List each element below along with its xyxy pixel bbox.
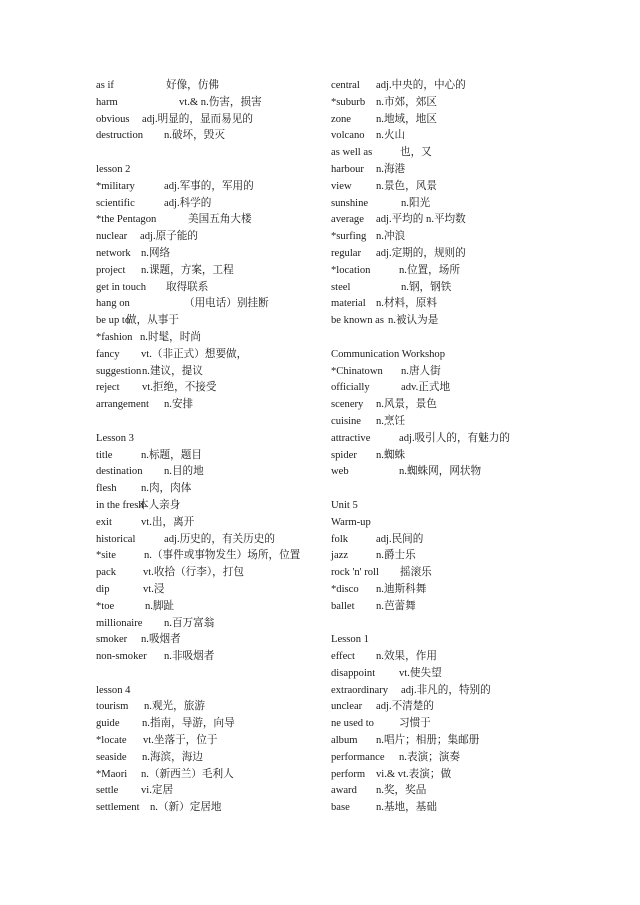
vocab-definition: n.海港: [376, 163, 406, 175]
vocab-entry: [331, 414, 581, 431]
vocab-definition: vi.定居: [141, 785, 174, 797]
vocab-definition: 摇滚乐: [400, 567, 432, 579]
vocab-definition: n.基地，基础: [376, 802, 437, 814]
blank-line: [96, 666, 326, 683]
vocab-definition: n.（事件或事物发生）场所，位置: [144, 550, 301, 562]
vocab-definition: adj.科学的: [164, 197, 212, 209]
vocab-entry: [96, 78, 326, 95]
section-heading: [96, 431, 326, 448]
vocab-definition: n.地域，地区: [376, 113, 437, 125]
vocab-entry: [96, 616, 326, 633]
vocab-entry: [96, 128, 326, 145]
vocab-entry: [96, 464, 326, 481]
vocab-entry: [96, 179, 326, 196]
vocab-word: title: [96, 449, 113, 461]
vocab-entry: [96, 112, 326, 129]
vocab-entry: [96, 330, 326, 347]
vocab-word: web: [331, 466, 349, 478]
vocab-word: Warm-up: [331, 516, 371, 528]
vocab-word: in the fresh: [96, 499, 144, 511]
vocab-entry: [331, 128, 581, 145]
section-heading: [331, 347, 581, 364]
vocab-word: Lesson 3: [96, 432, 134, 444]
vocab-definition: （用电话）别挂断: [184, 298, 269, 310]
vocab-entry: [96, 783, 326, 800]
vocab-entry: [96, 448, 326, 465]
vocab-definition: n.破坏，毁灭: [164, 130, 225, 142]
vocab-entry: [96, 532, 326, 549]
vocab-definition: n.安排: [164, 399, 194, 411]
vocab-definition: n.目的地: [164, 466, 204, 478]
vocab-entry: [331, 683, 581, 700]
vocab-entry: [331, 179, 581, 196]
vocab-entry: [96, 229, 326, 246]
vocab-word: rock 'n' roll: [331, 567, 379, 579]
vocab-definition: n.风景，景色: [376, 399, 437, 411]
vocab-word: folk: [331, 533, 349, 545]
vocab-definition: n.课题，方案，工程: [141, 264, 234, 276]
vocab-entry: [331, 112, 581, 129]
vocab-definition: n.吸烟者: [141, 634, 181, 646]
vocab-word: volcano: [331, 130, 365, 142]
vocab-entry: [96, 800, 326, 817]
vocab-entry: [331, 565, 581, 582]
vocab-word: *military: [96, 180, 135, 192]
vocab-word: fancy: [96, 348, 120, 360]
vocab-definition: n.唱片；相册；集邮册: [376, 735, 480, 747]
vocab-entry: [96, 196, 326, 213]
vocab-word: *disco: [331, 583, 359, 595]
vocab-entry: [96, 498, 326, 515]
vocab-entry: [96, 95, 326, 112]
vocab-definition: vi.& vt.表演；做: [376, 768, 452, 780]
vocab-word: historical: [96, 533, 136, 545]
section-heading: [331, 515, 581, 532]
vocab-word: guide: [96, 718, 120, 730]
vocab-entry: [331, 296, 581, 313]
vocab-entry: [331, 666, 581, 683]
vocab-definition: n.芭蕾舞: [376, 600, 416, 612]
vocab-word: *site: [96, 550, 117, 562]
vocab-word: *fashion: [96, 331, 133, 343]
vocab-definition: n.钢，钢铁: [401, 281, 452, 293]
vocab-word: *the Pentagon: [96, 214, 157, 226]
vocab-definition: n.材料，原料: [376, 298, 437, 310]
vocab-entry: [331, 767, 581, 784]
vocab-definition: n.景色，风景: [376, 180, 437, 192]
vocab-entry: [96, 548, 326, 565]
vocab-word: get in touch: [96, 281, 147, 293]
vocab-definition: n.市郊，郊区: [376, 96, 437, 108]
vocab-definition: n.烹饪: [376, 415, 406, 427]
vocab-entry: [331, 263, 581, 280]
vocab-definition: 做，从事于: [126, 315, 179, 327]
vocab-definition: adj.平均的 n.平均数: [376, 214, 466, 226]
vocab-definition: n.（新西兰）毛利人: [141, 768, 234, 780]
vocab-definition: adj.民间的: [376, 533, 424, 545]
vocab-entry: [331, 431, 581, 448]
vocab-definition: vt.收拾（行李），打包: [143, 567, 244, 579]
vocab-entry: [96, 380, 326, 397]
vocab-word: regular: [331, 247, 361, 259]
vocab-word: *locate: [96, 735, 127, 747]
vocab-definition: n.非吸烟者: [164, 651, 215, 663]
section-heading: [331, 632, 581, 649]
vocab-word: seaside: [96, 751, 127, 763]
vocab-definition: 也，又: [400, 147, 432, 159]
vocab-word: cuisine: [331, 415, 362, 427]
vocab-word: spider: [331, 449, 357, 461]
vocab-definition: n.海滨，海边: [142, 751, 203, 763]
vocab-word: effect: [331, 651, 355, 663]
vocab-entry: [331, 246, 581, 263]
vocab-definition: n.观光，旅游: [144, 701, 205, 713]
vocab-word: unclear: [331, 701, 363, 713]
vocab-entry: [331, 78, 581, 95]
vocab-definition: vt.& n.伤害，损害: [179, 96, 262, 108]
vocab-word: settlement: [96, 802, 140, 814]
vocab-word: sunshine: [331, 197, 369, 209]
vocab-definition: adj.不清楚的: [376, 701, 434, 713]
vocab-entry: [96, 246, 326, 263]
vocab-definition: adj.明显的，显而易见的: [142, 113, 253, 125]
vocab-word: flesh: [96, 483, 117, 495]
vocab-entry: [331, 800, 581, 817]
vocab-word: *surfing: [331, 231, 367, 243]
vocab-entry: [96, 767, 326, 784]
vocab-entry: [331, 397, 581, 414]
vocab-word: destination: [96, 466, 143, 478]
vocab-entry: [331, 380, 581, 397]
vocab-word: view: [331, 180, 352, 192]
vocab-word: *Chinatown: [331, 365, 383, 377]
vocab-word: as if: [96, 80, 114, 91]
vocab-definition: vt.浸: [143, 583, 165, 595]
vocab-word: steel: [331, 281, 351, 293]
vocab-definition: 本人亲身: [138, 499, 181, 511]
blank-line: [331, 330, 581, 347]
blank-line: [331, 616, 581, 633]
vocab-word: ballet: [331, 600, 355, 612]
vocab-word: project: [96, 264, 126, 276]
vocab-word: as well as: [331, 147, 373, 159]
vocab-word: *suburb: [331, 96, 366, 108]
vocab-definition: n.肉，肉体: [141, 483, 192, 495]
vocab-entry: [331, 364, 581, 381]
vocab-entry: [331, 448, 581, 465]
vocab-word: central: [331, 80, 360, 91]
vocab-definition: n.阳光: [401, 197, 431, 209]
section-heading: [96, 683, 326, 700]
vocab-entry: [96, 649, 326, 666]
vocab-definition: n.冲浪: [376, 231, 406, 243]
vocab-entry: [331, 548, 581, 565]
vocab-word: zone: [331, 113, 351, 125]
vocab-entry: [96, 733, 326, 750]
vocab-word: *location: [331, 264, 371, 276]
vocab-word: smoker: [96, 634, 128, 646]
vocab-column-right: [331, 78, 581, 817]
vocab-definition: n.表演；演奏: [399, 751, 460, 763]
vocab-definition: 美国五角大楼: [188, 214, 252, 226]
vocab-entry: [331, 162, 581, 179]
vocab-word: ne used to: [331, 718, 374, 730]
vocab-definition: vt.拒绝，不接受: [142, 382, 217, 394]
vocab-word: Lesson 1: [331, 634, 369, 646]
vocab-word: harm: [96, 96, 118, 108]
vocab-entry: [331, 733, 581, 750]
vocab-word: album: [331, 735, 358, 747]
section-heading: [96, 162, 326, 179]
vocab-entry: [96, 212, 326, 229]
vocab-entry: [331, 750, 581, 767]
vocab-word: millionaire: [96, 617, 143, 629]
vocab-definition: vt.使失望: [399, 667, 442, 679]
section-heading: [331, 498, 581, 515]
vocab-definition: n.火山: [376, 130, 406, 142]
vocab-word: exit: [96, 516, 112, 528]
vocab-definition: adv.正式地: [401, 382, 451, 394]
vocab-word: disappoint: [331, 667, 376, 679]
vocab-word: hang on: [96, 298, 130, 310]
vocab-definition: adj.中央的，中心的: [376, 80, 466, 91]
vocab-entry: [331, 464, 581, 481]
vocab-word: settle: [96, 785, 119, 797]
vocab-definition: adj.非凡的，特别的: [401, 684, 491, 696]
vocab-definition: vt.坐落于，位于: [143, 735, 218, 747]
vocab-entry: [96, 313, 326, 330]
vocab-word: nuclear: [96, 231, 128, 243]
vocab-word: base: [331, 802, 350, 814]
vocab-word: material: [331, 298, 366, 310]
vocab-word: obvious: [96, 113, 130, 125]
vocab-entry: [96, 750, 326, 767]
vocab-definition: n.唐人街: [401, 365, 441, 377]
vocab-entry: [331, 649, 581, 666]
vocab-word: officially: [331, 382, 370, 394]
vocab-definition: n.爵士乐: [376, 550, 416, 562]
vocab-definition: n.奖，奖品: [376, 785, 427, 797]
vocab-entry: [331, 313, 581, 330]
vocab-entry: [331, 699, 581, 716]
vocab-definition: n.位置，场所: [399, 264, 460, 276]
vocab-definition: n.建议，提议: [142, 365, 203, 377]
vocab-word: performance: [331, 751, 385, 763]
vocab-word: *toe: [96, 600, 115, 612]
vocab-definition: vt.出，离开: [141, 516, 195, 528]
vocab-entry: [331, 229, 581, 246]
vocab-entry: [96, 582, 326, 599]
vocab-entry: [331, 145, 581, 162]
vocab-definition: n.时髦，时尚: [140, 331, 201, 343]
vocab-definition: 好像，仿佛: [166, 80, 219, 91]
vocab-definition: n.效果，作用: [376, 651, 437, 663]
vocab-word: dip: [96, 583, 110, 595]
vocab-definition: adj.吸引人的，有魅力的: [399, 432, 510, 444]
vocab-definition: adj.定期的，规则的: [376, 247, 466, 259]
vocab-entry: [96, 515, 326, 532]
vocab-word: scenery: [331, 399, 364, 411]
vocab-entry: [96, 565, 326, 582]
vocab-entry: [96, 699, 326, 716]
vocab-entry: [96, 347, 326, 364]
vocab-word: attractive: [331, 432, 371, 444]
vocab-definition: n.脚趾: [145, 600, 175, 612]
vocab-entry: [96, 397, 326, 414]
vocab-word: Communication Workshop: [331, 348, 446, 360]
vocab-definition: n.蜘蛛网，网状物: [399, 466, 482, 478]
vocab-word: perform: [331, 768, 366, 780]
vocab-word: jazz: [331, 550, 349, 562]
vocab-definition: n.网络: [141, 247, 171, 259]
vocab-word: reject: [96, 382, 120, 394]
vocab-definition: vt.（非正式）想要做，: [141, 348, 248, 360]
vocab-entry: [96, 280, 326, 297]
vocab-word: lesson 2: [96, 163, 131, 175]
vocab-word: pack: [96, 567, 116, 579]
vocab-definition: adj.军事的，军用的: [164, 180, 254, 192]
vocab-definition: 习惯于: [399, 718, 431, 730]
vocab-entry: [331, 783, 581, 800]
vocab-definition: n.指南，导游，向导: [142, 718, 235, 730]
vocab-entry: [96, 263, 326, 280]
vocab-entry: [331, 280, 581, 297]
vocab-entry: [331, 95, 581, 112]
vocab-definition: adj.原子能的: [140, 231, 198, 243]
blank-line: [96, 414, 326, 431]
vocab-word: be known as: [331, 315, 384, 327]
vocab-entry: [96, 481, 326, 498]
vocab-word: lesson 4: [96, 684, 131, 696]
vocab-word: Unit 5: [331, 499, 358, 511]
vocab-entry: [96, 364, 326, 381]
vocab-entry: [331, 599, 581, 616]
vocab-word: extraordinary: [331, 684, 389, 696]
vocab-entry: [96, 599, 326, 616]
vocab-word: network: [96, 247, 131, 259]
vocab-entry: [331, 196, 581, 213]
vocab-column-left: [96, 78, 326, 817]
vocab-definition: n.百万富翁: [164, 617, 215, 629]
vocab-entry: [96, 632, 326, 649]
vocab-definition: 取得联系: [166, 281, 209, 293]
vocab-entry: [331, 716, 581, 733]
vocab-definition: adj.历史的，有关历史的: [164, 533, 275, 545]
vocab-word: average: [331, 214, 364, 226]
vocab-definition: n.被认为是: [388, 315, 439, 327]
vocab-entry: [331, 532, 581, 549]
vocab-word: tourism: [96, 701, 129, 713]
vocab-entry: [331, 582, 581, 599]
vocab-word: arrangement: [96, 399, 149, 411]
blank-line: [96, 145, 326, 162]
vocab-definition: n.迪斯科舞: [376, 583, 427, 595]
vocab-word: scientific: [96, 197, 135, 209]
blank-line: [331, 481, 581, 498]
vocab-entry: [96, 716, 326, 733]
vocab-definition: n.蜘蛛: [376, 449, 406, 461]
vocab-word: be up to: [96, 315, 131, 327]
vocab-entry: [331, 212, 581, 229]
vocab-word: harbour: [331, 163, 364, 175]
vocab-entry: [96, 296, 326, 313]
vocab-word: suggestion: [96, 365, 142, 377]
vocab-word: *Maori: [96, 768, 128, 780]
vocab-word: destruction: [96, 130, 144, 142]
vocab-definition: n.（新）定居地: [150, 802, 222, 814]
vocab-definition: n.标题，题目: [141, 449, 202, 461]
vocab-word: award: [331, 785, 357, 797]
vocab-word: non-smoker: [96, 651, 147, 663]
